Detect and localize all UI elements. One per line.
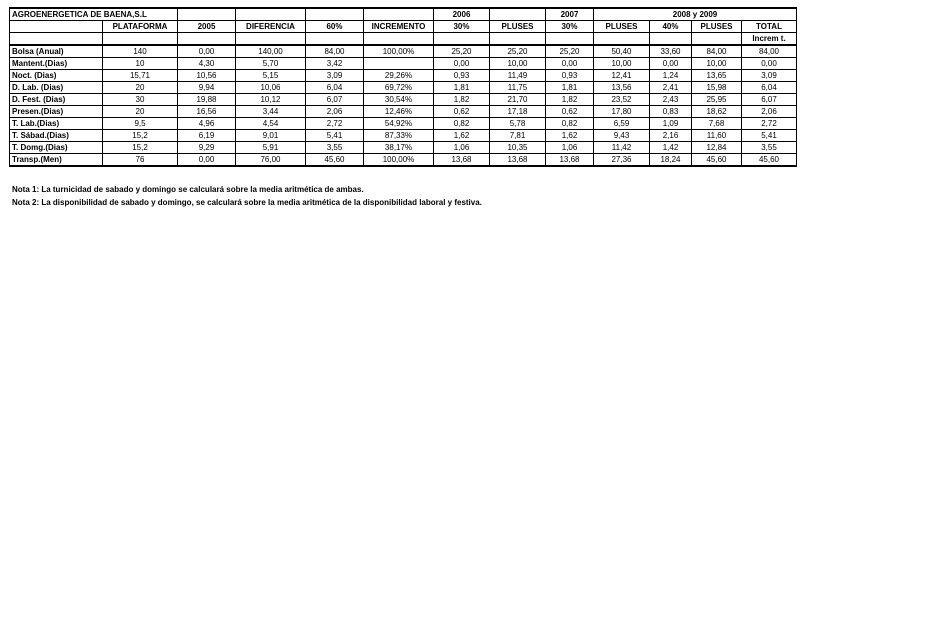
table-cell: 13,68 [546, 154, 594, 167]
table-cell: 27,36 [594, 154, 650, 167]
header-pluses-2007: PLUSES [594, 21, 650, 33]
table-cell: 15,2 [103, 130, 178, 142]
header-40-percent: 40% [650, 21, 692, 33]
table-cell: 21,70 [490, 94, 546, 106]
row-label: T. Domg.(Dias) [10, 142, 103, 154]
table-cell: 100,00% [364, 45, 434, 58]
table-cell: 25,20 [546, 45, 594, 58]
table-cell: 1,82 [546, 94, 594, 106]
table-cell: 54,92% [364, 118, 434, 130]
table-cell: 25,20 [490, 45, 546, 58]
table-cell: 12,84 [692, 142, 742, 154]
header-row-subheader [10, 33, 797, 46]
row-label: D. Fest. (Dias) [10, 94, 103, 106]
table-cell: 84,00 [692, 45, 742, 58]
table-cell: 10,56 [178, 70, 236, 82]
table-cell: 11,49 [490, 70, 546, 82]
header-incremento: INCREMENTO [364, 21, 434, 33]
table-cell: 0,62 [434, 106, 490, 118]
table-cell: 45,60 [742, 154, 797, 167]
table-cell: 15,2 [103, 142, 178, 154]
table-cell: 1,82 [434, 94, 490, 106]
header-blank [650, 33, 692, 46]
table-cell: 2,72 [306, 118, 364, 130]
table-cell: 2,06 [306, 106, 364, 118]
table-cell: 4,96 [178, 118, 236, 130]
spreadsheet-table [9, 7, 797, 167]
row-label: T. Lab.(Dias) [10, 118, 103, 130]
table-cell: 6,19 [178, 130, 236, 142]
table-cell: 3,44 [236, 106, 306, 118]
table-cell: 140 [103, 45, 178, 58]
table-row [10, 154, 797, 167]
table-cell: 5,41 [306, 130, 364, 142]
table-row [10, 130, 797, 142]
header-30-percent-2006: 30% [434, 21, 490, 33]
header-total: TOTAL [742, 21, 797, 33]
header-blank [434, 33, 490, 46]
notes-block [12, 183, 482, 209]
table-cell: 25,20 [434, 45, 490, 58]
table-cell: 11,60 [692, 130, 742, 142]
table-cell: 3,55 [742, 142, 797, 154]
table-cell: 6,04 [306, 82, 364, 94]
table-row [10, 82, 797, 94]
header-blank [364, 33, 434, 46]
table-cell: 2,06 [742, 106, 797, 118]
table-cell: 15,98 [692, 82, 742, 94]
header-30-percent-2007: 30% [546, 21, 594, 33]
table-cell: 33,60 [650, 45, 692, 58]
header-blank [692, 33, 742, 46]
row-label: D. Lab. (Dias) [10, 82, 103, 94]
table-cell: 45,60 [306, 154, 364, 167]
table-cell: 17,18 [490, 106, 546, 118]
table-row [10, 118, 797, 130]
table-cell: 6,59 [594, 118, 650, 130]
table-cell: 0,62 [546, 106, 594, 118]
row-label: Transp.(Men) [10, 154, 103, 167]
header-blank [10, 21, 103, 33]
table-cell: 1,62 [434, 130, 490, 142]
header-blank [178, 33, 236, 46]
table-row [10, 58, 797, 70]
table-cell: 1,62 [546, 130, 594, 142]
header-year-2008-2009: 2008 y 2009 [594, 8, 797, 21]
table-cell: 5,91 [236, 142, 306, 154]
table-row [10, 106, 797, 118]
header-diferencia: DIFERENCIA [236, 21, 306, 33]
table-cell: 84,00 [742, 45, 797, 58]
table-row [10, 142, 797, 154]
table-cell: 1,24 [650, 70, 692, 82]
header-plataforma: PLATAFORMA [103, 21, 178, 33]
header-increment: Increm t. [742, 33, 797, 46]
table-cell: 12,46% [364, 106, 434, 118]
header-row-years [10, 8, 797, 21]
table-cell: 13,68 [434, 154, 490, 167]
table-cell: 19,88 [178, 94, 236, 106]
header-2005: 2005 [178, 21, 236, 33]
table-cell: 5,70 [236, 58, 306, 70]
header-blank [236, 33, 306, 46]
row-label: Mantent.(Dias) [10, 58, 103, 70]
header-blank [594, 33, 650, 46]
table-cell: 0,00 [434, 58, 490, 70]
table-cell: 140,00 [236, 45, 306, 58]
table-cell: 12,41 [594, 70, 650, 82]
header-blank [490, 8, 546, 21]
table-cell: 23,52 [594, 94, 650, 106]
table-cell: 3,55 [306, 142, 364, 154]
table-cell: 6,04 [742, 82, 797, 94]
table-cell: 9,94 [178, 82, 236, 94]
table-cell: 4,30 [178, 58, 236, 70]
table-cell: 84,00 [306, 45, 364, 58]
table-cell: 45,60 [692, 154, 742, 167]
header-blank [546, 33, 594, 46]
table-cell: 29,26% [364, 70, 434, 82]
table-cell: 0,93 [546, 70, 594, 82]
table-cell: 10,00 [490, 58, 546, 70]
header-60-percent: 60% [306, 21, 364, 33]
header-blank [306, 8, 364, 21]
table-cell: 9,43 [594, 130, 650, 142]
table-cell: 9,29 [178, 142, 236, 154]
table-cell: 17,80 [594, 106, 650, 118]
table-cell: 1,81 [434, 82, 490, 94]
table-cell: 5,78 [490, 118, 546, 130]
header-blank [10, 33, 103, 46]
header-pluses-2009: PLUSES [692, 21, 742, 33]
note-2: Nota 2: La disponibilidad de sabado y domingo, se calculará sobre la media aritmética de la disponibilidad laboral y festiva. [12, 198, 482, 207]
table-cell: 100,00% [364, 154, 434, 167]
table-cell: 0,00 [178, 45, 236, 58]
header-blank [306, 33, 364, 46]
table-row [10, 70, 797, 82]
table-cell: 9,01 [236, 130, 306, 142]
table-cell: 1,06 [546, 142, 594, 154]
table-cell: 4,54 [236, 118, 306, 130]
table-cell: 6,07 [306, 94, 364, 106]
table-cell: 3,09 [742, 70, 797, 82]
header-year-2006: 2006 [434, 8, 490, 21]
table-cell: 0,00 [742, 58, 797, 70]
table-cell: 2,16 [650, 130, 692, 142]
table-cell: 13,65 [692, 70, 742, 82]
table-cell: 0,93 [434, 70, 490, 82]
table-cell: 16,56 [178, 106, 236, 118]
table-cell: 0,82 [546, 118, 594, 130]
table-cell: 5,15 [236, 70, 306, 82]
table-cell: 3,42 [306, 58, 364, 70]
table-cell: 10,00 [692, 58, 742, 70]
table-cell: 20 [103, 82, 178, 94]
table-cell: 0,00 [178, 154, 236, 167]
table-cell: 10,06 [236, 82, 306, 94]
table-cell: 10,12 [236, 94, 306, 106]
table-cell: 7,68 [692, 118, 742, 130]
table-cell: 2,41 [650, 82, 692, 94]
table-cell: 13,56 [594, 82, 650, 94]
table-cell: 0,83 [650, 106, 692, 118]
note-1: Nota 1: La turnicidad de sabado y domingo se calculará sobre la media aritmética de ambas. [12, 185, 364, 194]
header-blank [103, 33, 178, 46]
table-cell: 11,75 [490, 82, 546, 94]
table-cell: 10,35 [490, 142, 546, 154]
table-cell: 76,00 [236, 154, 306, 167]
table-cell: 69,72% [364, 82, 434, 94]
table-cell: 10,00 [594, 58, 650, 70]
row-label: Presen.(Dias) [10, 106, 103, 118]
table-cell: 30 [103, 94, 178, 106]
table-cell: 15,71 [103, 70, 178, 82]
table-cell: 11,42 [594, 142, 650, 154]
table-cell: 2,72 [742, 118, 797, 130]
header-row-columns [10, 21, 797, 33]
table-cell: 0,82 [434, 118, 490, 130]
table-cell: 1,06 [434, 142, 490, 154]
table-body [10, 45, 797, 166]
table-cell: 7,81 [490, 130, 546, 142]
header-year-2007: 2007 [546, 8, 594, 21]
table-cell: 0,00 [546, 58, 594, 70]
table-cell: 50,40 [594, 45, 650, 58]
header-blank [178, 8, 236, 21]
row-label: Noct. (Dias) [10, 70, 103, 82]
row-label: Bolsa (Anual) [10, 45, 103, 58]
table-row [10, 45, 797, 58]
table-cell: 25,95 [692, 94, 742, 106]
table-cell: 9,5 [103, 118, 178, 130]
header-pluses-2006: PLUSES [490, 21, 546, 33]
table-cell: 10 [103, 58, 178, 70]
table-cell [364, 58, 434, 70]
table-cell: 1,42 [650, 142, 692, 154]
table-cell: 20 [103, 106, 178, 118]
header-blank [364, 8, 434, 21]
table-row [10, 94, 797, 106]
table-cell: 76 [103, 154, 178, 167]
company-title: AGROENERGETICA DE BAENA,S.L [10, 8, 178, 21]
table-cell: 30,54% [364, 94, 434, 106]
table-cell: 1,81 [546, 82, 594, 94]
table-cell: 18,62 [692, 106, 742, 118]
table-cell: 5,41 [742, 130, 797, 142]
table-cell: 38,17% [364, 142, 434, 154]
table-cell: 3,09 [306, 70, 364, 82]
table-cell: 2,43 [650, 94, 692, 106]
header-blank [236, 8, 306, 21]
table-cell: 87,33% [364, 130, 434, 142]
row-label: T. Sábad.(Dias) [10, 130, 103, 142]
table-cell: 18,24 [650, 154, 692, 167]
table-cell: 6,07 [742, 94, 797, 106]
table-cell: 0,00 [650, 58, 692, 70]
table-cell: 13,68 [490, 154, 546, 167]
table-cell: 1,09 [650, 118, 692, 130]
header-blank [490, 33, 546, 46]
